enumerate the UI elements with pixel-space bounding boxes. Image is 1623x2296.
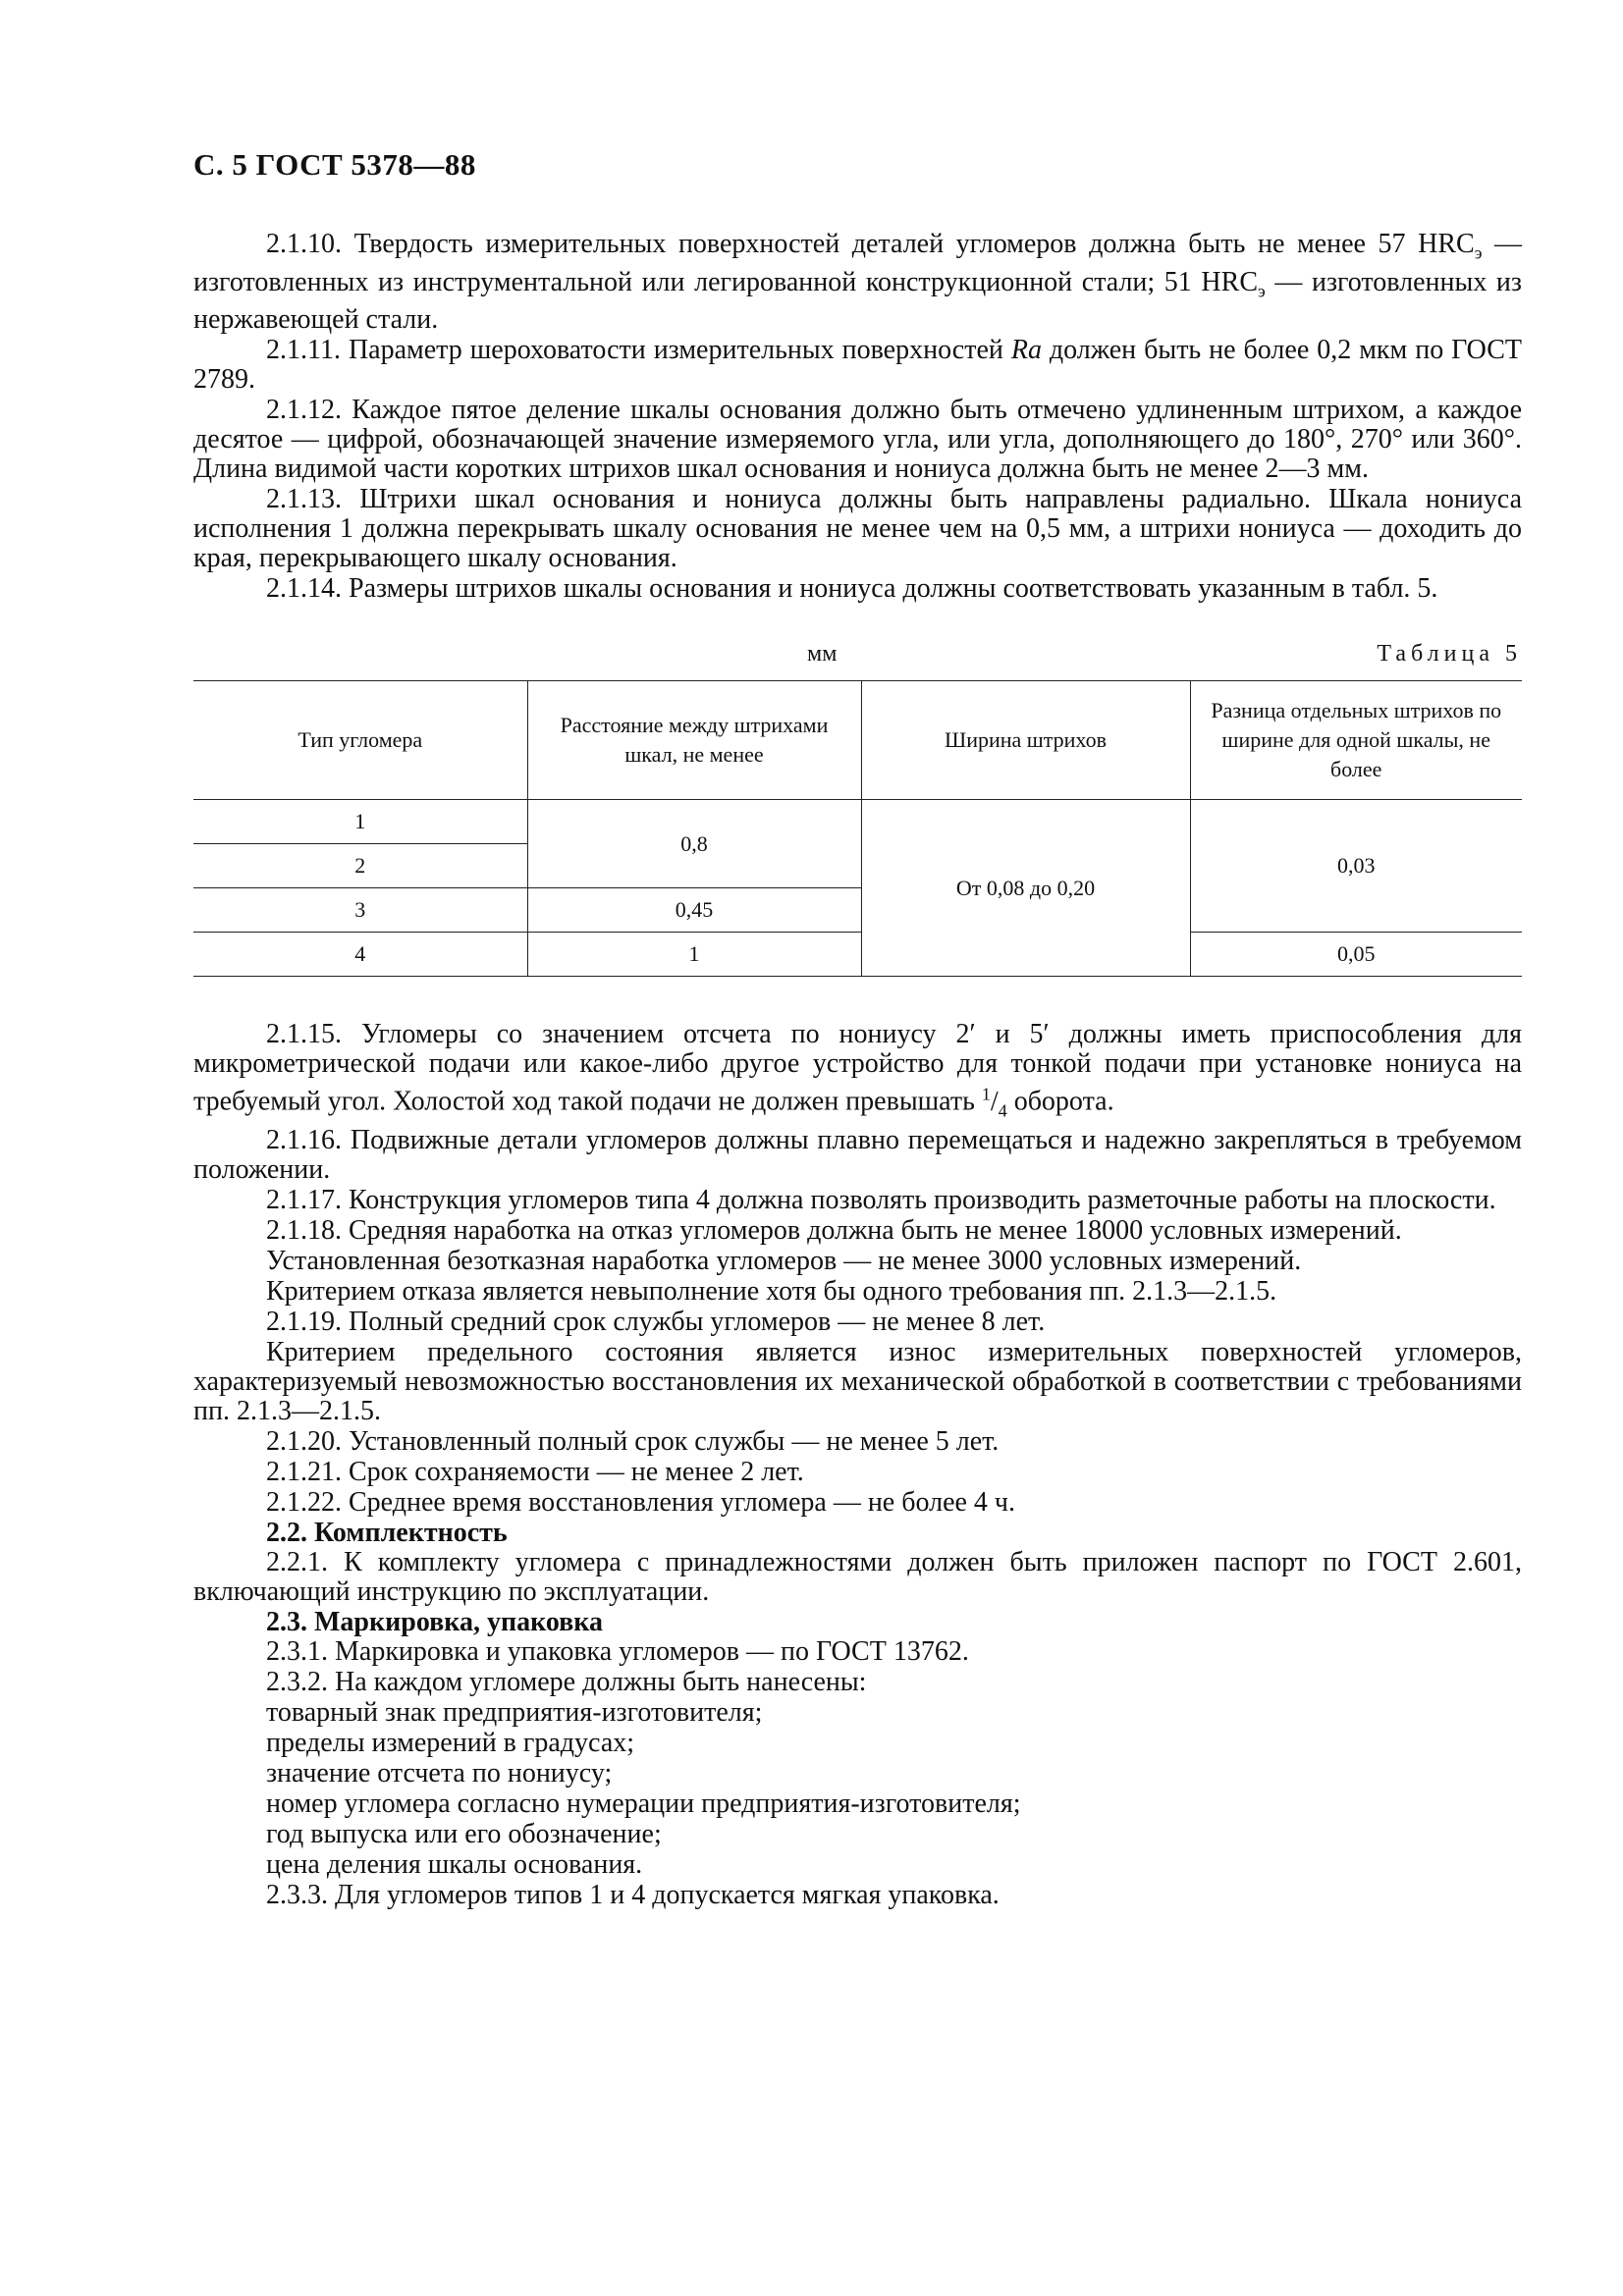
paragraph-2-1-21: 2.1.21. Срок сохраняемости — не менее 2 лет. [266,1457,804,1488]
paragraph-2-2-1: 2.2.1. К комплекту угломера с принадлежностями должен быть приложен паспорт по ГОСТ 2.601, включающий инструкцию по эксплуатации. [193,1547,1523,1608]
paragraph-text: Критерием отказа является невыполнение хотя бы одного требования пп. 2.1.3—2.1.5. [266,1276,1277,1308]
table-cell: 1 [527,933,861,977]
paragraph-2-3-2: 2.3.2. На каждом угломере должны быть нанесены: [266,1667,867,1698]
column-header: Ширина штрихов [861,681,1190,800]
paragraph-2-1-16: 2.1.16. Подвижные детали угломеров должны плавно перемещаться и надежно закрепляться в требуемом положении. [193,1125,1522,1186]
list-item: пределы измерений в градусах; [266,1728,635,1759]
table-row [193,933,1522,977]
paragraph-2-1-18: 2.1.18. Средняя наработка на отказ угломеров должна быть не менее 18000 условных измерений. [266,1215,1402,1247]
paragraph-2-1-13: 2.1.13. Штрихи шкал основания и нониуса должны быть направлены радиально. Шкала нониуса исполнения 1 должна перекрывать шкалу основания не менее чем на 0,5 мм, а штрихи нониуса — доходить до края, перекрывающего шкалу основания. [193,484,1522,574]
list-item: номер угломера согласно нумерации предприятия-изготовителя; [266,1789,1021,1820]
table-title: Таблица 5 [1377,641,1522,667]
table-unit: мм [807,641,838,667]
paragraph-2-1-12: 2.1.12. Каждое пятое деление шкалы основания должно быть отмечено удлиненным штрихом, а каждое десятое — цифрой, обозначающей значение измеряемого угла, или угла, дополняющего до 180°, 270° или 360°. Длина видимой части коротких штрихов шкал основания и нониуса должна быть не менее 2—3 мм. [193,395,1523,485]
table-header-row [193,681,1522,800]
paragraph-number: 2.1.12. [266,395,342,426]
list-item: год выпуска или его обозначение; [266,1819,662,1850]
document-page [193,147,1522,1911]
table-5 [193,680,1522,977]
fraction: $^1/_4$ [981,1084,1007,1121]
paragraph-2-1-11: 2.1.11. Параметр шероховатости измерительных поверхностей Ra должен быть не более 0,2 мкм по ГОСТ 2789. [193,335,1522,396]
paragraph-text: Установленная безотказная наработка угломеров — не менее 3000 условных измерений. [266,1246,1302,1277]
paragraph-number: 2.1.11. [266,335,341,366]
paragraph-2-1-10: 2.1.10. Твердость измерительных поверхностей деталей угломеров должна быть не менее 57 $HRC_э$ — изготовленных из инструментальной или легированной конструкционной стали; 51 $HRC_э$ — изготовленных из нержавеющей стали. [193,229,1523,336]
paragraph-number: 2.1.15. [266,1019,342,1050]
page-header: С. 5 ГОСТ 5378—88 [193,147,476,182]
table-cell: 0,05 [1190,933,1522,977]
paragraph-2-1-22: 2.1.22. Среднее время восстановления угломера — не более 4 ч. [266,1487,1016,1519]
table-row [193,800,1522,844]
list-item: значение отсчета по нониусу; [266,1758,613,1789]
list-item: товарный знак предприятия-изготовителя; [266,1697,763,1729]
table-cell: 3 [193,888,527,933]
table-cell: 0,45 [527,888,861,933]
column-header: Тип угломера [193,681,527,800]
paragraph-text: Критерием предельного состояния является износ измерительных поверхностей угломеров, характеризуемый невозможностью восстановления их механической обработкой в соответствии с требованиями пп. 2.1.3—2.1.5. [193,1337,1522,1427]
paragraph-2-3-3: 2.3.3. Для угломеров типов 1 и 4 допускается мягкая упаковка. [266,1880,1000,1911]
table-cell: 2 [193,844,527,888]
paragraph-2-1-20: 2.1.20. Установленный полный срок службы — не менее 5 лет. [266,1426,1000,1458]
paragraph-2-1-14: 2.1.14. Размеры штрихов шкалы основания и нониуса должны соответствовать указанным в табл. 5. [266,573,1438,605]
paragraph-2-3-1: 2.3.1. Маркировка и упаковка угломеров — по ГОСТ 13762. [266,1636,969,1668]
paragraph-number: 2.1.10. [266,229,342,259]
table-cell: 1 [193,800,527,844]
paragraph-2-1-17: 2.1.17. Конструкция угломеров типа 4 должна позволять производить разметочные работы на плоскости. [266,1185,1496,1216]
table-caption [193,641,1522,676]
paragraph-2-1-15: 2.1.15. Угломеры со значением отсчета по нониусу 2′ и 5′ должны иметь приспособления для микрометрической подачи или какое-либо другое устройство для тонкой подачи при установке нониуса на требуемый угол. Холостой ход такой подачи не должен превышать $^1/_4$ оборота. [193,1019,1523,1121]
section-heading-2-3: 2.3. Маркировка, упаковка [266,1607,603,1638]
paragraph-number: 2.1.14. [266,573,342,605]
list-item: цена деления шкалы основания. [266,1849,643,1881]
column-header: Расстояние между штрихами шкал, не менее [527,681,861,800]
table-cell: 0,8 [527,800,861,888]
table-cell: 4 [193,933,527,977]
table-cell: От 0,08 до 0,20 [861,800,1190,977]
column-header: Разница отдельных штрихов по ширине для одной шкалы, не более [1190,681,1522,800]
paragraph-2-1-19: 2.1.19. Полный средний срок службы угломеров — не менее 8 лет. [266,1307,1046,1338]
section-heading-2-2: 2.2. Комплектность [266,1518,508,1549]
table-cell: 0,03 [1190,800,1522,933]
paragraph-number: 2.1.13. [266,484,342,515]
